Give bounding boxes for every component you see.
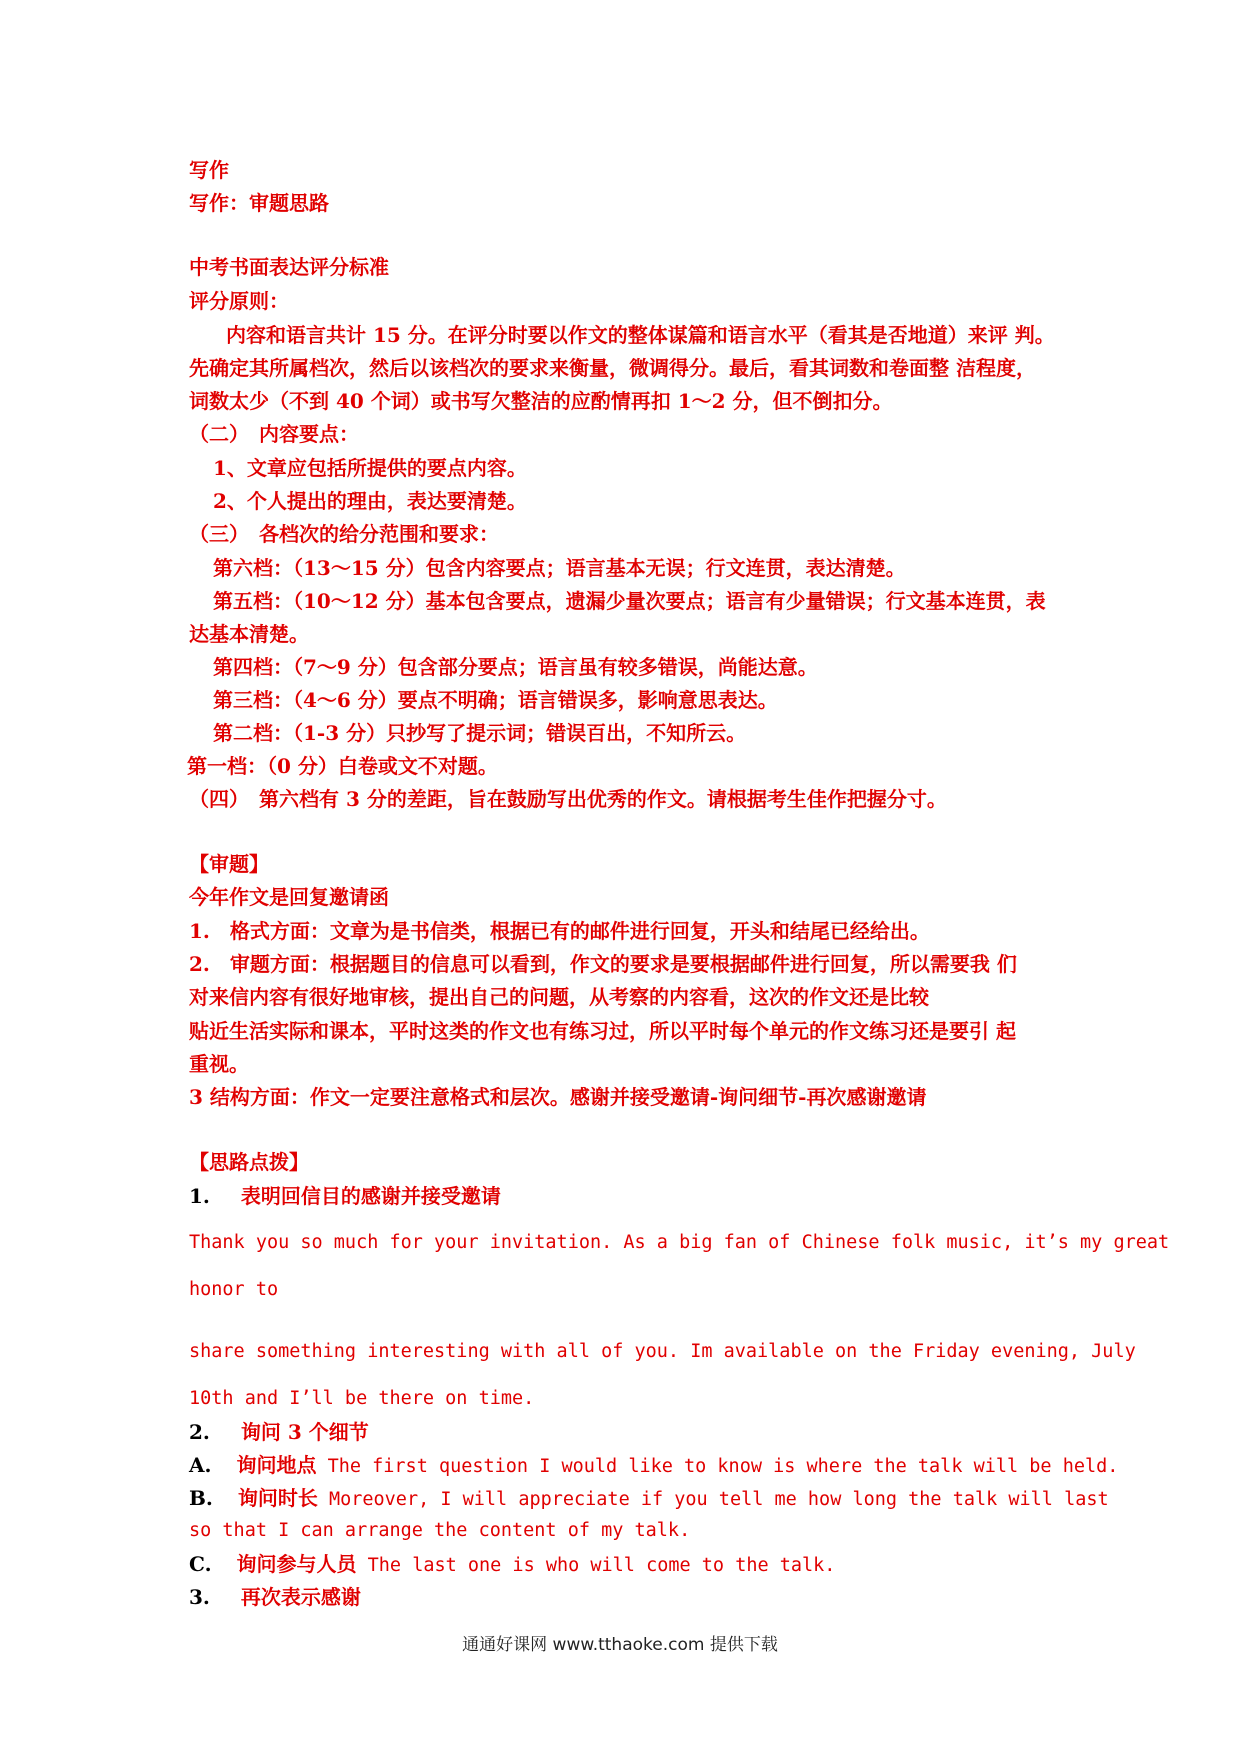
analysis-item-1: 1. 格式方面：文章为是书信类，根据已有的邮件进行回复，开头和结尾已经给出。 [189,919,930,943]
detail-c-label: 询问参与人员 [236,1552,357,1576]
principle-para-line-1: 内容和语言共计 15 分。在评分时要以作文的整体谋篇和语言水平（看其是否地道）来评 判。 [226,323,1055,347]
english-sample-line-2: honor to [189,1279,279,1300]
analysis-item-2-line-3: 贴近生活实际和课本，平时这类的作文也有练习过，所以平时每个单元的作文练习还是要引 起 [189,1019,1016,1043]
detail-c-text: The last one is who will come to the talk. [356,1555,836,1576]
tip-step-1 [189,1183,501,1209]
tip-step-2-text: 询问 3 个细节 [240,1420,369,1444]
detail-a-text: The first question I would like to know is where the talk will be held. [316,1456,1119,1477]
detail-b-label: 询问时长 [237,1486,318,1510]
analysis-item-3: 3 结构方面：作文一定要注意格式和层次。感谢并接受邀请-询问细节-再次感谢邀请 [189,1085,927,1109]
level-2: 第二档：（1-3 分）只抄写了提示词；错误百出，不知所云。 [213,721,747,745]
detail-b-continuation: so that I can arrange the content of my talk. [189,1520,691,1541]
note-4: （四） 第六档有 3 分的差距，旨在鼓励写出优秀的作文。请根据考生佳作把握分寸。 [189,787,947,811]
principle-para-line-2: 先确定其所属档次，然后以该档次的要求来衡量，微调得分。最后，看其词数和卷面整 洁程度， [189,356,1036,380]
english-sample-line-3: share something interesting with all of you. Im available on the Friday evening, July [189,1341,1136,1362]
detail-c [189,1551,835,1579]
analysis-label: 【审题】 [189,852,269,876]
principle-para-line-3: 词数太少（不到 40 个词）或书写欠整洁的应酌情再扣 1～2 分，但不倒扣分。 [189,389,893,413]
level-6: 第六档：（13～15 分）包含内容要点；语言基本无误；行文连贯，表达清楚。 [213,556,906,580]
detail-b-marker: B. [189,1486,213,1510]
content-label: （二） 内容要点： [189,422,359,446]
detail-a [189,1452,1118,1480]
english-sample-line-1: Thank you so much for your invitation. As a big fan of Chinese folk music, it’s my great [189,1232,1170,1253]
analysis-item-2-line-4: 重视。 [189,1052,249,1076]
analysis-intro: 今年作文是回复邀请函 [189,885,389,909]
level-5-line-2: 达基本清楚。 [189,622,309,646]
tip-step-3-number: 3. [189,1585,210,1609]
detail-a-marker: A. [189,1453,212,1477]
level-3: 第三档：（4～6 分）要点不明确；语言错误多，影响意思表达。 [213,688,778,712]
detail-c-marker: C. [189,1552,212,1576]
doc-title: 写作 [189,158,229,182]
tip-step-2 [189,1419,369,1445]
page-footer: 通通好课网 www.tthaoke.com 提供下载 [462,1635,778,1655]
principle-label: 评分原则： [189,289,289,313]
tip-step-1-number: 1. [189,1184,210,1208]
level-1: 第一档：（0 分）白卷或文不对题。 [187,754,498,778]
content-point-1: 1、文章应包括所提供的要点内容。 [213,456,527,480]
analysis-item-2-line-2: 对来信内容有很好地审核，提出自己的问题，从考察的内容看，这次的作文还是比较 [189,985,929,1009]
doc-subtitle: 写作：审题思路 [189,191,329,215]
content-point-2: 2、个人提出的理由，表达要清楚。 [213,489,527,513]
tip-step-1-text: 表明回信目的感谢并接受邀请 [240,1184,501,1208]
detail-b [189,1485,1109,1513]
detail-b-text: Moreover, I will appreciate if you tell me how long the talk will last [317,1489,1109,1510]
english-sample-line-4: 10th and I’ll be there on time. [189,1388,535,1409]
tip-step-3-text: 再次表示感谢 [240,1585,361,1609]
levels-label: （三） 各档次的给分范围和要求： [189,522,499,546]
criteria-heading: 中考书面表达评分标准 [189,255,389,279]
tips-label: 【思路点拨】 [189,1150,309,1174]
level-4: 第四档：（7～9 分）包含部分要点；语言虽有较多错误，尚能达意。 [213,655,818,679]
detail-a-label: 询问地点 [236,1453,317,1477]
tip-step-2-number: 2. [189,1420,210,1444]
tip-step-3 [189,1584,361,1610]
level-5-line-1: 第五档：（10～12 分）基本包含要点，遗漏少量次要点；语言有少量错误；行文基本连贯，表 [213,589,1046,613]
analysis-item-2-line-1: 2. 审题方面：根据题目的信息可以看到，作文的要求是要根据邮件进行回复，所以需要我 们 [189,952,1017,976]
